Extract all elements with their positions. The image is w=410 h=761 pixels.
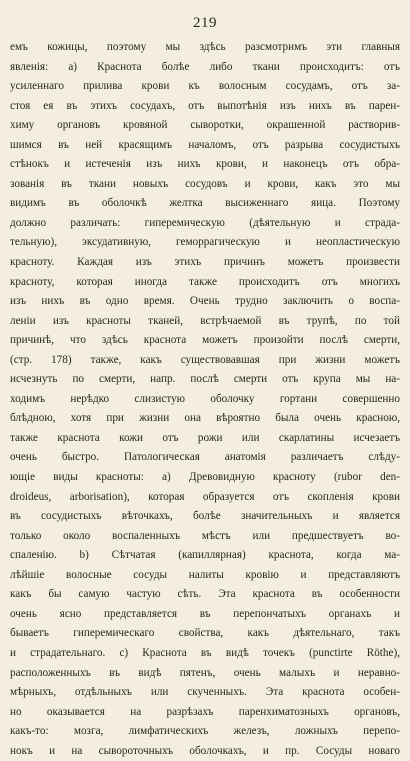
text-line: видимъ въ оболочкѣ желтка высиженнаго яица. Поэтому (10, 197, 400, 210)
text-line: какъ бы самую частую сѣть. Эта краснота въ особенности (10, 588, 400, 601)
text-line: но оказывается на разрѣзахъ паренхиматозныхъ органовъ, (10, 705, 400, 718)
body-text (10, 38, 400, 761)
text-line: тельную), эксудативную, геморрагическую и неопластическую (10, 236, 400, 249)
text-line: усиленнаго прилива крови къ волосным сосудамъ, отъ за- (10, 80, 400, 93)
text-line: леніи изъ красноты тканей, встрѣчаемой въ трупѣ, по той (10, 314, 400, 327)
text-line: красноту. Каждая изъ этихъ причинъ можетъ произвести (10, 256, 400, 269)
text-line: также краснота кожи отъ рожи или скарлатины исчезаетъ (10, 431, 400, 444)
text-line: явленія: а) Краснота болѣе либо ткани происходитъ: отъ (10, 60, 400, 73)
text-line: стѣнокъ и истеченія изъ нихъ крови, и наконецъ отъ обра- (10, 158, 400, 171)
text-line: лѣйшіе волосные сосуды налиты кровію и представляютъ (10, 568, 400, 581)
text-line: въ сосудистыхъ вѣточкахъ, болѣе значительныхъ и является (10, 510, 400, 523)
text-line: и страдательнаго. с) Краснота въ видѣ точекъ (punctirte Röthe), (10, 646, 400, 659)
text-line: ющіе виды красноты: а) Древовидную красноту (rubor den- (10, 471, 400, 484)
text-line: бываетъ гиперемическаго свойства, какъ дѣятельнаго, такъ (10, 627, 400, 640)
text-line: спаленію. b) Сѣтчатая (капиллярная) краснота, когда ма- (10, 549, 400, 562)
text-line: емъ кожицы, поэтому мы здѣсь разсмотримъ эти главныя (10, 41, 400, 53)
text-line: ходимъ нерѣдко слизистую оболочку гортани совершенно (10, 392, 400, 405)
text-line: шимся въ ней красящимъ началомъ, отъ разрыва сосудистыхъ (10, 138, 400, 151)
text-line: причинѣ, что здѣсь краснота можетъ произойти послѣ смерти, (10, 334, 400, 347)
text-line: блѣдною, хотя при жизни она вѣроятно была очень красною, (10, 412, 400, 425)
text-line: красноту, которая иногда также происходитъ отъ многихъ (10, 275, 400, 288)
text-line: расположенныхъ въ видѣ пятенъ, очень малыхъ и неравно- (10, 666, 400, 679)
text-line: изъ нихъ въ одно время. Очень трудно заключить о воспа- (10, 295, 400, 308)
text-line: должно различать: гиперемическую (дѣятельную и страда- (10, 216, 400, 229)
text-line: очень ясно представляется въ перепончатыхъ органахъ и (10, 607, 400, 620)
text-line: только около воспаленныхъ мѣстъ или предшествуетъ во- (10, 529, 400, 542)
text-line: droideus, arborisation), которая образуется отъ скопленія крови (10, 490, 400, 503)
page-number: 219 (193, 15, 217, 31)
text-line: зованія въ ткани новыхъ сосудовъ и крови, какъ это мы (10, 177, 400, 190)
text-line: нокъ и на сывороточныхъ оболочкахъ, и пр. Сосуды новаго (10, 744, 400, 757)
text-line: химу органовъ кровяной сыворотки, окрашенной растворив- (10, 119, 400, 132)
text-line: исчезнуть по смерти, напр. послѣ смерти отъ крупа мы на- (10, 373, 400, 386)
text-line: очень быстро. Патологическая анатомія различаетъ слѣду- (10, 451, 400, 464)
text-line: какъ-то: мозга, лимфатическихъ железъ, ложныхъ перепо- (10, 725, 400, 738)
text-line: мѣрныхъ, отдѣльныхъ или скученныхъ. Эта краснота особен- (10, 686, 400, 699)
text-line: (стр. 178) также, какъ существовавшая при жизни можетъ (10, 353, 400, 366)
text-line: стоя ея въ этихъ сосудахъ, отъ выпотѣнія изъ нихъ въ парен- (10, 99, 400, 112)
